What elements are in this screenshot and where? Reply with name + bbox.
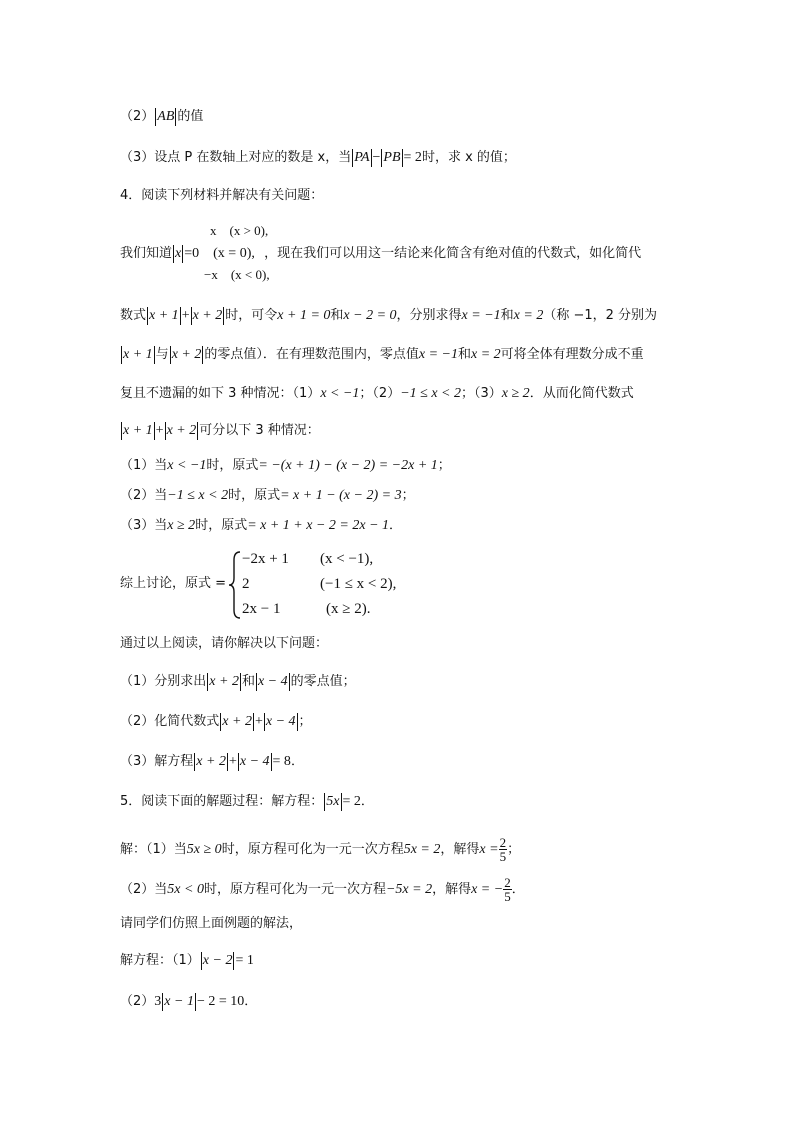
summary-row-1-cond: (x < −1), [320,551,374,567]
expr: −5x = 2 [385,882,433,897]
q3-item3: （3）设点 P 在数轴上对应的数是 x，当 PA − PB = 2时，求 x 的值； [120,150,516,165]
q5-exercise-1 [120,951,254,971]
coef: 3 [154,994,162,1009]
text: （1）分别求出 [120,674,207,689]
q4-tail: 通过以上阅读，请你解决以下问题： [120,636,329,651]
op: + [254,714,263,729]
text: ． [360,794,374,809]
expr: − 2 = 10 [196,994,245,1009]
text: ，解得 [440,842,480,857]
expr: x = − [471,882,504,897]
text: 数式 [120,308,147,323]
q5-ask: 请同学们仿照上面例题的解法， [120,916,303,931]
abs: x + 2 [192,308,223,323]
q5-step-1 [120,836,520,863]
expr: x = [479,842,499,857]
fraction [503,876,512,903]
summary-row-3-cond: (x ≥ 2). [326,601,371,617]
text: 我们知道 [120,246,173,261]
expr: −1 ≤ x < 2 [400,386,461,401]
text: （称 −1，2 分别为 [543,308,658,323]
abs: x + 2 [196,754,226,769]
cond: x < −1 [167,458,207,473]
text: 的零点值； [290,674,356,689]
text: （2）当 [120,488,168,503]
case-1 [120,456,451,476]
text: 5．阅读下面的解题过程：解方程： [120,794,324,809]
expr: x < −1 [320,386,360,401]
cond: 5x ≥ 0 [186,842,222,857]
text: ． [511,882,525,897]
q4-problem-1 [120,672,356,692]
q4-line4 [120,384,634,404]
text: ，分别求得 [396,308,462,323]
case-3 [120,516,402,536]
summary-row-2-cond: (−1 ≤ x < 2), [320,576,397,592]
text: （2）当 [120,882,168,897]
abs: x + 2 [209,674,239,689]
text: （3）当 [120,518,168,533]
cond: 5x < 0 [167,882,204,897]
abs: x + 1 [123,423,153,438]
summary-row-3-expr: 2x − 1 [242,601,281,617]
q4-line5 [120,421,320,441]
text: （1）当 [120,458,168,473]
text: 解方程：（1） [120,953,200,968]
eq: = 8 [272,754,291,769]
text: ；（2） [359,386,401,401]
expr: x = −1 [418,347,458,362]
text: 时，原式 [228,488,281,503]
q4-title: 4．阅读下列材料并解决有关问题： [120,188,324,203]
eq: = [184,246,193,261]
q5-title [120,792,374,812]
summary-row-2-expr: 2 [242,576,250,592]
text: 时，可令 [225,308,278,323]
q3-item2 [120,107,203,127]
q5-exercise-2 [120,992,257,1012]
expr: = x + 1 + x − 2 = 2x − 1 [247,518,390,533]
text: （3）设点 P 在数轴上对应的数是 x，当 [120,150,352,165]
abs-ab: AB [157,109,175,124]
text: ． [244,994,258,1009]
abs: x + 2 [166,423,197,438]
text: ．从而化简代数式 [529,386,634,401]
q4-problem-2 [120,712,312,732]
q4-line2 [120,306,657,326]
text: 和 [457,347,471,362]
case-2 [120,486,415,506]
text: ． [389,518,403,533]
eq: = 1 [235,953,254,968]
q4-problem-3 [120,752,304,772]
text: 的零点值）．在有理数范围内，零点值 [204,347,419,362]
abs-pb: PB [383,150,401,165]
abs: x + 2 [171,347,202,362]
expr: x ≥ 2 [501,386,530,401]
text: 和 [500,308,514,323]
text: 与 [155,347,169,362]
abs: x + 1 [149,308,179,323]
numerator: 2 [504,875,511,890]
abs: x − 2 [202,953,233,968]
numerator: 2 [499,835,507,850]
piece-1: x (x > 0), [210,223,269,238]
abs: x − 4 [239,754,270,769]
text: ，解得 [432,882,472,897]
brace-icon [228,550,242,620]
text: 时，原方程可化为一元一次方程 [221,842,404,857]
abs: 5x [326,794,340,809]
text: ； [401,488,415,503]
label: （2） [120,109,155,124]
expr: x = 2 [471,347,501,362]
abs: x − 1 [164,994,194,1009]
eq: = 2 [403,150,422,165]
text: 时，原式 [195,518,248,533]
summary-label: 综上讨论，原式 = [120,576,227,591]
expr: 5x = 2 [403,842,441,857]
denominator: 5 [504,889,511,904]
expr: x + 1 = 0 [277,308,331,323]
abs: x + 2 [222,714,252,729]
text: ； [437,458,451,473]
text: ． [290,754,304,769]
piece-3: −x (x < 0), [204,267,270,282]
text: 时，原式 [206,458,259,473]
abs-pa: PA [354,150,370,165]
abs-x: x [175,246,182,261]
abs: x − 4 [257,674,288,689]
cond: x ≥ 2 [167,518,196,533]
abs: x + 1 [123,347,153,362]
text: 的值 [177,109,204,124]
text: 复且不遗漏的如下 3 种情况：（1） [120,386,321,401]
piece-2: 0 (x = 0), [192,246,255,261]
q5-step-2 [120,876,525,903]
q4-line3 [120,345,644,365]
text: ； [298,714,312,729]
op: + [155,423,164,438]
text: （2）化简代数式 [120,714,220,729]
expr: x − 2 = 0 [343,308,397,323]
expr: = x + 1 − (x − 2) = 3 [280,488,402,503]
op: + [181,308,190,323]
text: （2） [120,994,155,1009]
expr: x = 2 [513,308,544,323]
q4-intro [120,244,641,264]
text: 时，原方程可化为一元一次方程 [203,882,386,897]
cond: −1 ≤ x < 2 [167,488,229,503]
expr: x = −1 [461,308,501,323]
text: （3）解方程 [120,754,194,769]
expr: = −(x + 1) − (x − 2) = −2x + 1 [258,458,438,473]
text: 解：（1）当 [120,842,187,857]
text: 可分以下 3 种情况： [199,423,320,438]
text: 和 [241,674,255,689]
text: ； [507,842,521,857]
text: 可将全体有理数分成不重 [500,347,644,362]
text: 时，求 x 的值； [421,150,516,165]
fraction [499,836,508,863]
text: ；（3） [461,386,502,401]
text: 和 [330,308,344,323]
abs: x − 4 [265,714,296,729]
op: + [228,754,237,769]
summary-row-1-expr: −2x + 1 [242,551,289,567]
denominator: 5 [499,849,507,864]
text: ，现在我们可以用这一结论来化简含有绝对值的代数式，如化简代 [264,246,642,261]
eq: = 2 [342,794,361,809]
